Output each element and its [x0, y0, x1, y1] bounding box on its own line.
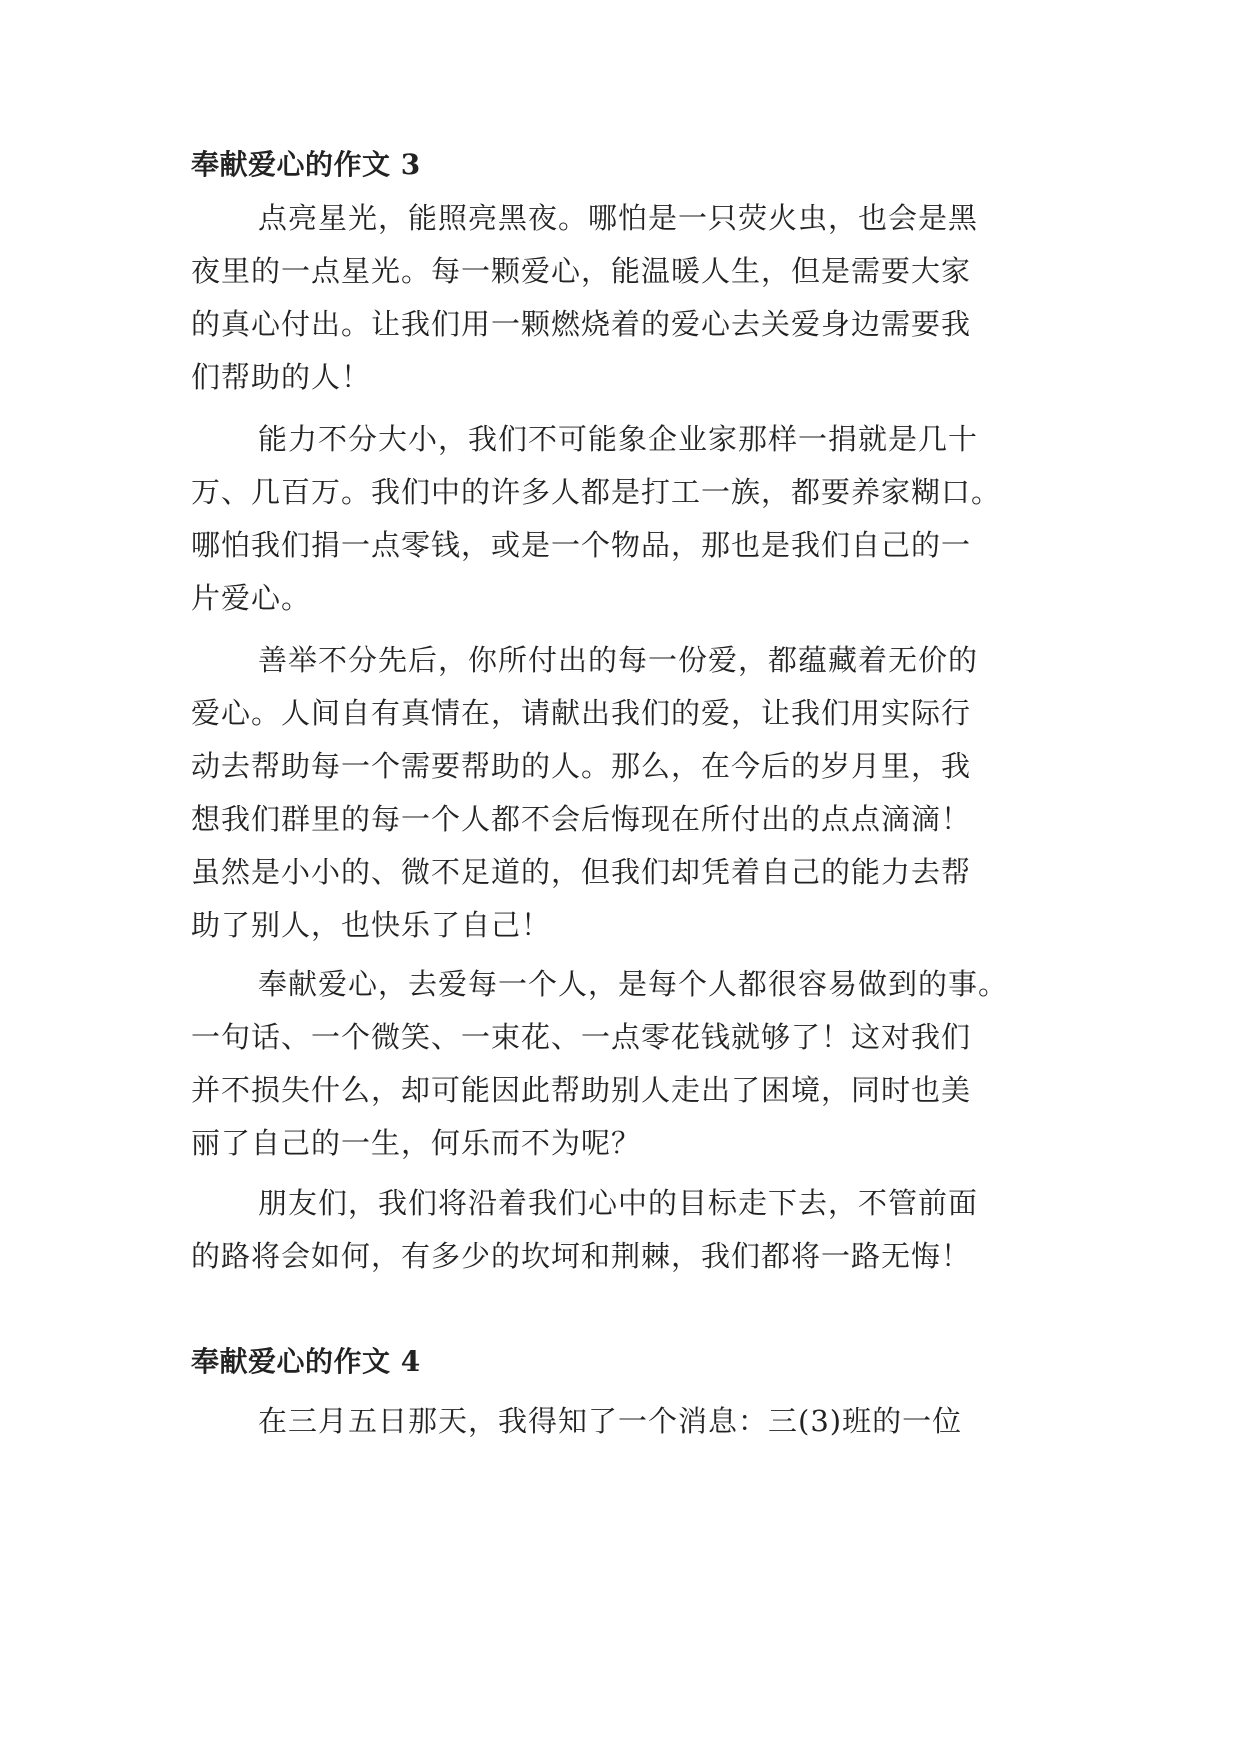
paragraph-line: 点亮星光，能照亮黑夜。哪怕是一只荧火虫，也会是黑: [258, 201, 979, 235]
section-title: 奉献爱心的作文 3: [191, 148, 421, 181]
paragraph-line: 的真心付出。让我们用一颗燃烧着的爱心去关爱身边需要我: [191, 307, 972, 341]
paragraph-line: 们帮助的人！: [191, 360, 372, 394]
paragraph-line: 片爱心。: [191, 581, 312, 615]
paragraph-line: 想我们群里的每一个人都不会后悔现在所付出的点点滴滴！: [191, 802, 972, 836]
paragraph-line: 丽了自己的一生，何乐而不为呢？: [191, 1126, 642, 1160]
paragraph-line: 能力不分大小，我们不可能象企业家那样一捐就是几十: [258, 422, 979, 456]
paragraph-line: 夜里的一点星光。每一颗爱心，能温暖人生，但是需要大家: [191, 254, 972, 288]
paragraph-line: 哪怕我们捐一点零钱，或是一个物品，那也是我们自己的一: [191, 528, 972, 562]
paragraph-line: 在三月五日那天，我得知了一个消息：三(3)班的一位: [258, 1404, 963, 1438]
paragraph-line: 并不损失什么，却可能因此帮助别人走出了困境，同时也美: [191, 1073, 972, 1107]
paragraph-line: 朋友们，我们将沿着我们心中的目标走下去，不管前面: [258, 1186, 979, 1220]
paragraph-line: 的路将会如何，有多少的坎坷和荆棘，我们都将一路无悔！: [191, 1239, 972, 1273]
section-title: 奉献爱心的作文 4: [191, 1345, 421, 1378]
paragraph-line: 爱心。人间自有真情在，请献出我们的爱，让我们用实际行: [191, 696, 972, 730]
paragraph-line: 动去帮助每一个需要帮助的人。那么，在今后的岁月里，我: [191, 749, 972, 783]
paragraph-line: 虽然是小小的、微不足道的，但我们却凭着自己的能力去帮: [191, 855, 972, 889]
paragraph-line: 一句话、一个微笑、一束花、一点零花钱就够了！这对我们: [191, 1020, 972, 1054]
paragraph-line: 善举不分先后，你所付出的每一份爱，都蕴藏着无价的: [258, 643, 979, 677]
paragraph-line: 助了别人，也快乐了自己！: [191, 908, 552, 942]
paragraph-line: 万、几百万。我们中的许多人都是打工一族，都要养家糊口。: [191, 475, 1002, 509]
paragraph-line: 奉献爱心，去爱每一个人，是每个人都很容易做到的事。: [258, 967, 1009, 1001]
